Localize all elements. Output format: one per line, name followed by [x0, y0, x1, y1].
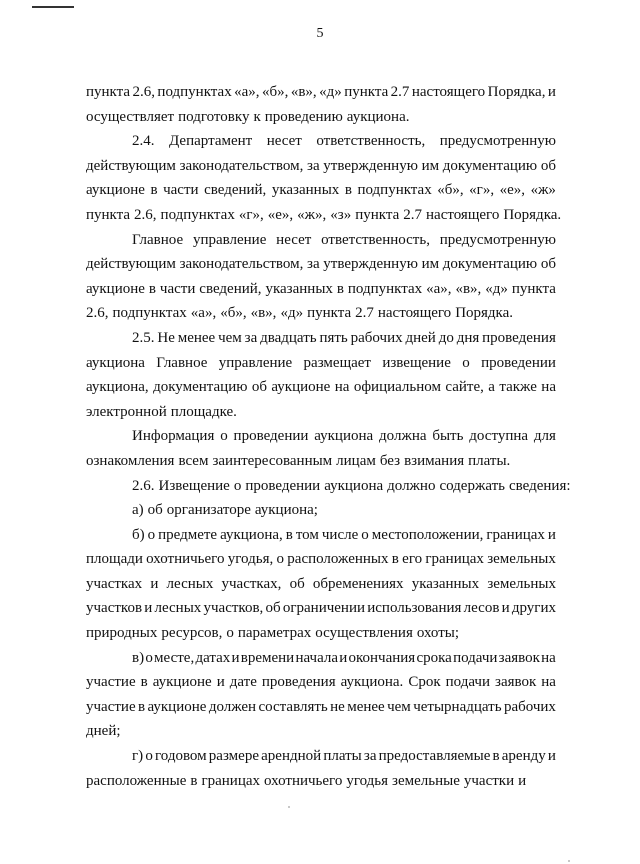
paragraph: [86, 498, 556, 523]
paragraph: [86, 228, 556, 326]
text-line: аукциона, документацию об аукционе на официальном сайте, а также на: [86, 379, 556, 396]
text-line: аукционе в части сведений, указанных в подпунктах «б», «г», «е», «ж»: [86, 182, 556, 199]
paragraph: [86, 326, 556, 424]
text-line: а) об организаторе аукциона;: [132, 502, 318, 519]
paragraph: [86, 646, 556, 744]
paragraph: [86, 744, 556, 793]
text-line: в) о месте, датах и времени начала и окончания срока подачи заявок на: [132, 649, 556, 666]
paragraph: [86, 80, 556, 129]
text-line: г) о годовом размере арендной платы за предоставляемые в аренду и: [132, 748, 556, 765]
scan-speck: [288, 806, 290, 808]
text-line: 2.6. Извещение о проведении аукциона должно содержать сведения:: [132, 477, 571, 494]
paragraph: [86, 129, 562, 227]
scan-corner-mark: [32, 6, 74, 8]
scan-speck: [568, 860, 570, 862]
paragraph: [86, 474, 571, 499]
document-body: [86, 80, 571, 793]
text-line: расположенные в границах охотничьего угодья земельные участки и: [86, 772, 527, 789]
text-line: 2.4. Департамент несет ответственность, предусмотренную: [132, 133, 556, 150]
text-line: пункта 2.6, подпунктах «г», «е», «ж», «з» пункта 2.7 настоящего Порядка.: [86, 206, 562, 223]
text-line: Информация о проведении аукциона должна быть доступна для: [132, 428, 556, 445]
text-line: 2.5. Не менее чем за двадцать пять рабочих дней до дня проведения: [132, 329, 556, 346]
text-line: дней;: [86, 723, 121, 740]
text-line: участие в аукционе должен составлять не менее чем четырнадцать рабочих: [86, 698, 556, 715]
text-line: аукционе в части сведений, указанных в подпунктах «а», «в», «д» пункта: [86, 280, 556, 297]
text-line: действующим законодательством, за утвержденную им документацию об: [86, 157, 556, 174]
text-line: электронной площадке.: [86, 403, 237, 420]
text-line: участков и лесных участков, об ограничении использования лесов и других: [86, 600, 556, 617]
text-line: осуществляет подготовку к проведению аукциона.: [86, 108, 410, 125]
page-number: 5: [316, 26, 324, 41]
text-line: 2.6, подпунктах «а», «б», «в», «д» пункта 2.7 настоящего Порядка.: [86, 305, 514, 322]
text-line: действующим законодательством, за утвержденную им документацию об: [86, 256, 556, 273]
text-line: природных ресурсов, о параметрах осуществления охоты;: [86, 625, 460, 642]
paragraph: [86, 523, 556, 646]
text-line: участие в аукционе и дате проведения аукциона. Срок подачи заявок на: [86, 674, 556, 691]
text-line: Главное управление несет ответственность, предусмотренную: [132, 231, 556, 248]
paragraph: [86, 424, 556, 473]
text-line: аукциона Главное управление размещает извещение о проведении: [86, 354, 556, 371]
text-line: пункта 2.6, подпунктах «а», «б», «в», «д» пункта 2.7 настоящего Порядка, и: [86, 84, 556, 100]
text-line: площади охотничьего угодья, о расположенных в его границах земельных: [86, 551, 556, 568]
text-line: б) о предмете аукциона, в том числе о местоположении, границах и: [132, 526, 556, 543]
text-line: участках и лесных участках, об обременениях указанных земельных: [86, 575, 556, 592]
text-line: ознакомления всем заинтересованным лицам без взимания платы.: [86, 452, 511, 469]
